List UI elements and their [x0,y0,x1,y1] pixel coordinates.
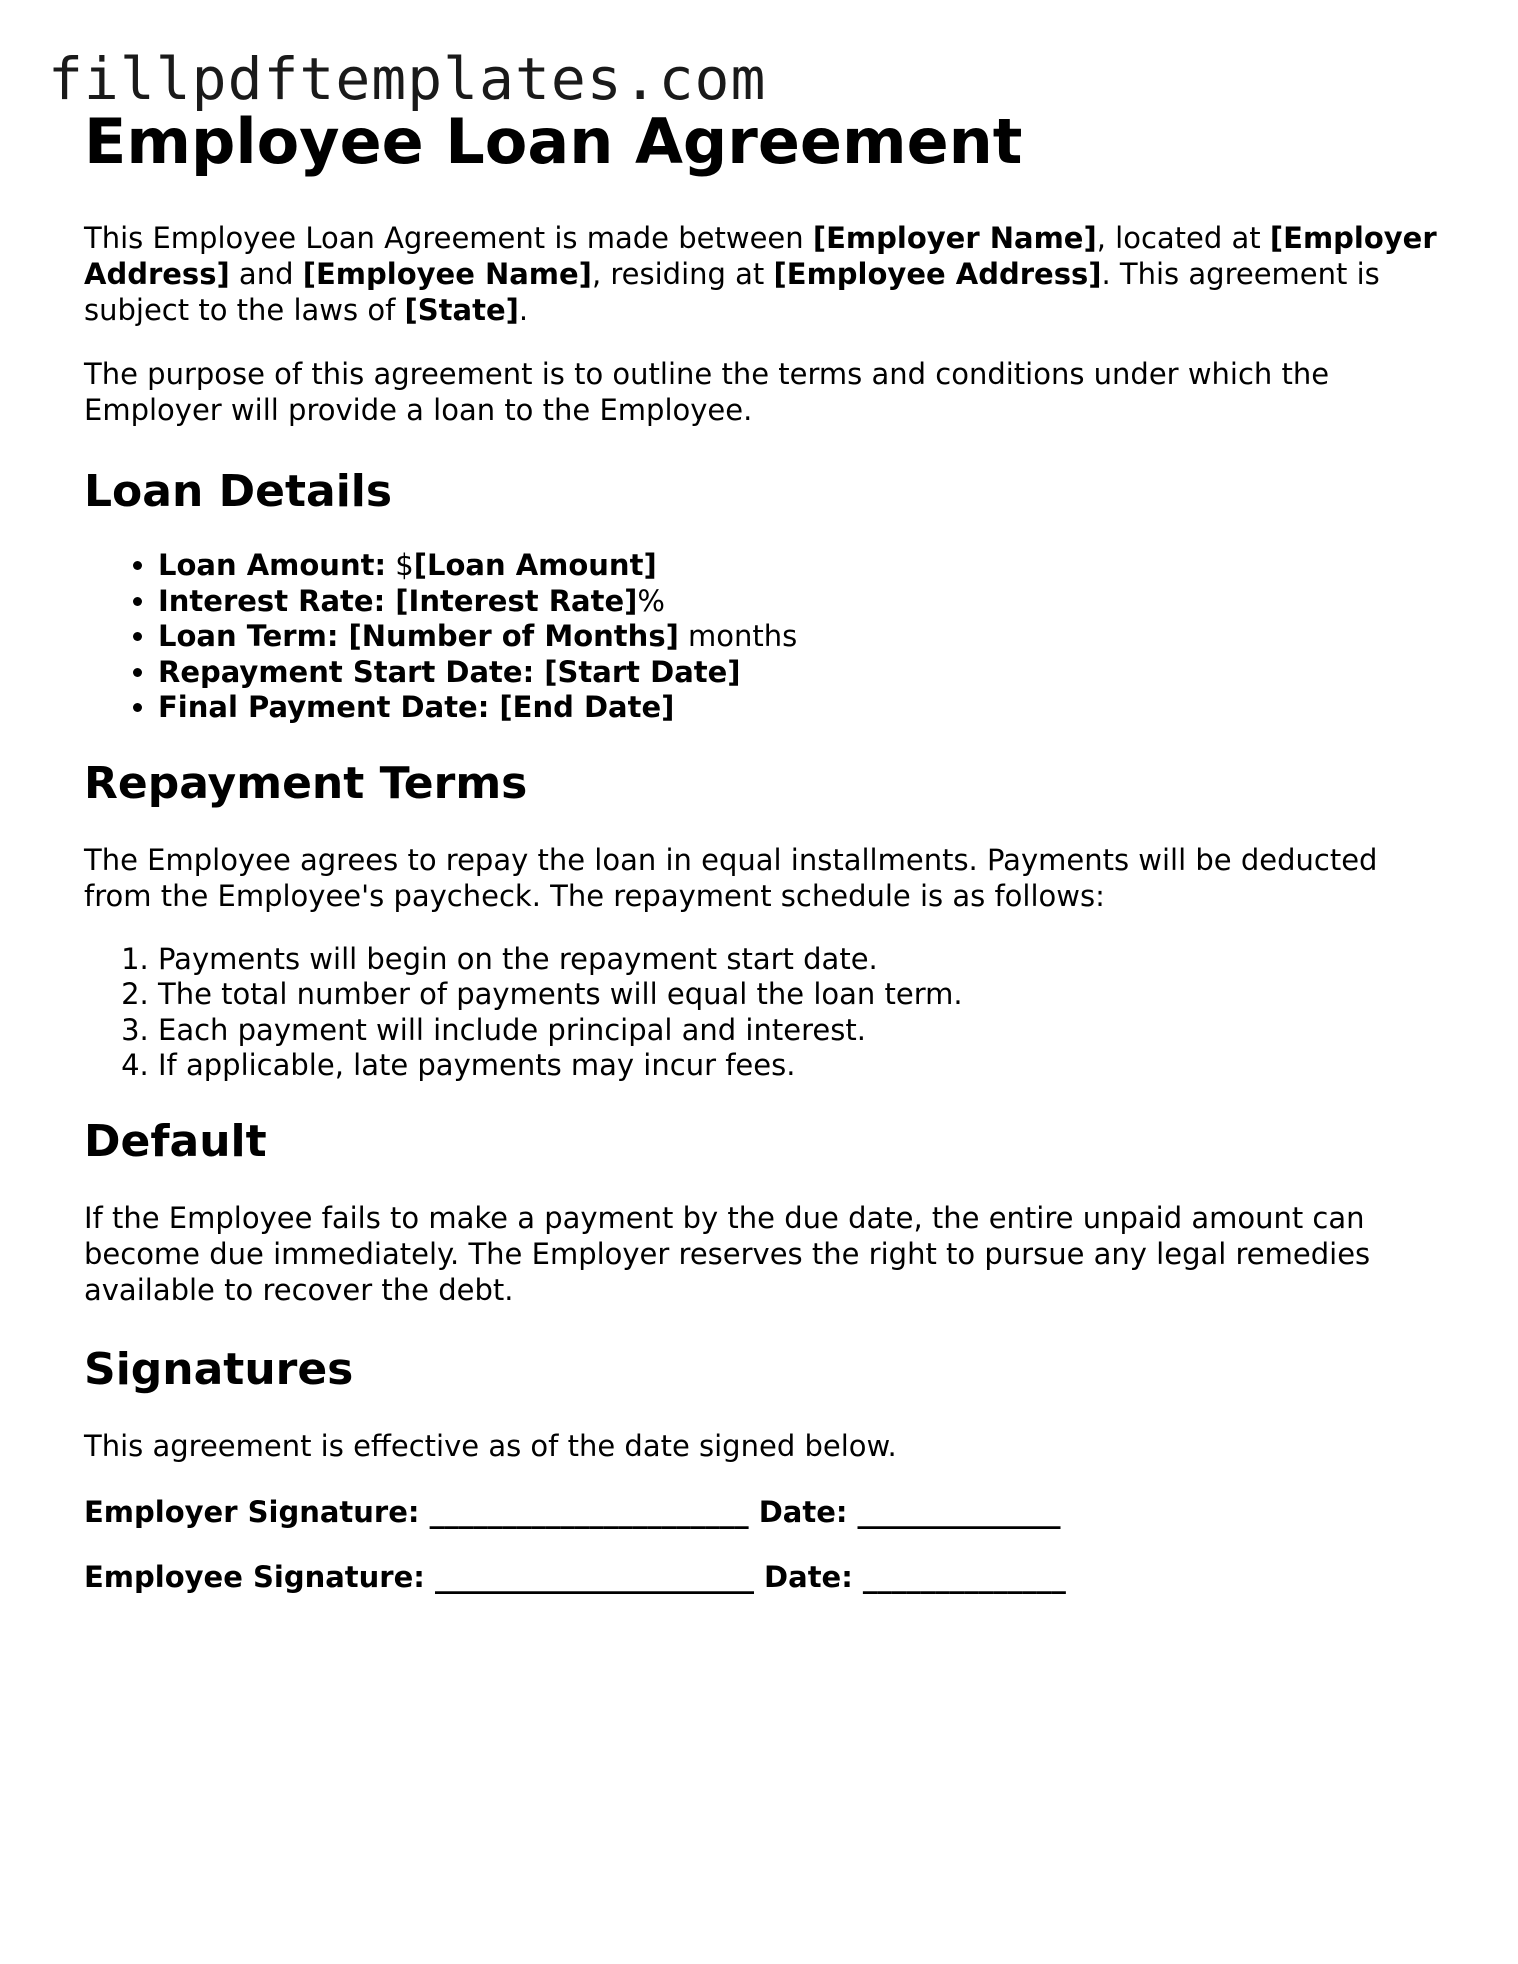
loan-details-heading: Loan Details [84,466,393,517]
repayment-terms-heading: Repayment Terms [84,757,528,809]
employee-address-placeholder: [Employee Address] [773,257,1102,291]
interest-rate-placeholder: [Interest Rate] [385,583,638,618]
list-item: 1. Payments will begin on the repayment start date. [158,942,1444,978]
default-paragraph: If the Employee fails to make a payment by the due date, the entire unpaid amount can become due immediately. The Employer reserves the right to pursue any legal remedies available to recover the debt. [84,1200,1371,1307]
intro-text: . This agreement is subject to the laws of [84,257,1380,327]
employee-signature-line: Employee Signature: ______________________ Date: ______________ [84,1559,1066,1594]
interest-rate-label: Interest Rate: [158,583,386,618]
document [84,100,1444,1595]
employee-name-placeholder: [Employee Name] [302,257,592,291]
signatures-paragraph: This agreement is effective as of the date signed below. [84,1428,897,1463]
intro-text: This Employee Loan Agreement is made between [84,221,813,255]
loan-term-suffix: months [678,619,798,653]
loan-amount-prefix: $ [386,548,414,582]
loan-amount-label: Loan Amount: [158,548,387,582]
list-item [158,690,1444,726]
list-item: 4. If applicable, late payments may incur fees. [158,1048,1444,1084]
repayment-paragraph: The Employee agrees to repay the loan in equal installments. Payments will be deducted from the Employee's paycheck. The repayment schedule is as follows: [84,842,1378,913]
purpose-paragraph: The purpose of this agreement is to outline the terms and conditions under which the Employer will provide a loan to the Employee. [84,357,1330,427]
list-item [158,548,1444,584]
state-placeholder: [State] [404,293,519,327]
list-item [158,584,1444,620]
repayment-schedule-list [84,942,1444,1084]
loan-term-placeholder: [Number of Months] [338,619,679,653]
intro-text: and [229,257,303,291]
list-item: 3. Each payment will include principal and interest. [158,1013,1444,1049]
page-title: Employee Loan Agreement [84,105,1023,178]
watermark: fillpdftemplates.com [48,45,767,113]
list-item [158,655,1444,691]
default-heading: Default [84,1115,267,1167]
employer-signature-line: Employer Signature: ______________________ Date: ______________ [84,1494,1061,1529]
loan-amount-placeholder: [Loan Amount] [413,548,657,582]
start-date-label: Repayment Start Date: [158,654,535,689]
intro-paragraph [84,220,1444,328]
intro-text: , residing at [591,257,774,291]
final-date-label: Final Payment Date: [158,690,490,724]
employer-name-placeholder: [Employer Name] [812,221,1097,255]
final-date-placeholder: [End Date] [489,690,675,724]
employer-address-placeholder: [Employer Address] [84,221,1437,291]
start-date-placeholder: [Start Date] [534,654,741,689]
loan-details-list [84,548,1444,726]
intro-text: . [518,293,529,327]
loan-term-label: Loan Term: [158,619,339,653]
list-item: 2. The total number of payments will equal the loan term. [158,977,1444,1013]
signatures-heading: Signatures [84,1343,354,1395]
interest-rate-suffix: % [637,583,665,618]
intro-text: , located at [1096,221,1270,255]
list-item [158,619,1444,655]
